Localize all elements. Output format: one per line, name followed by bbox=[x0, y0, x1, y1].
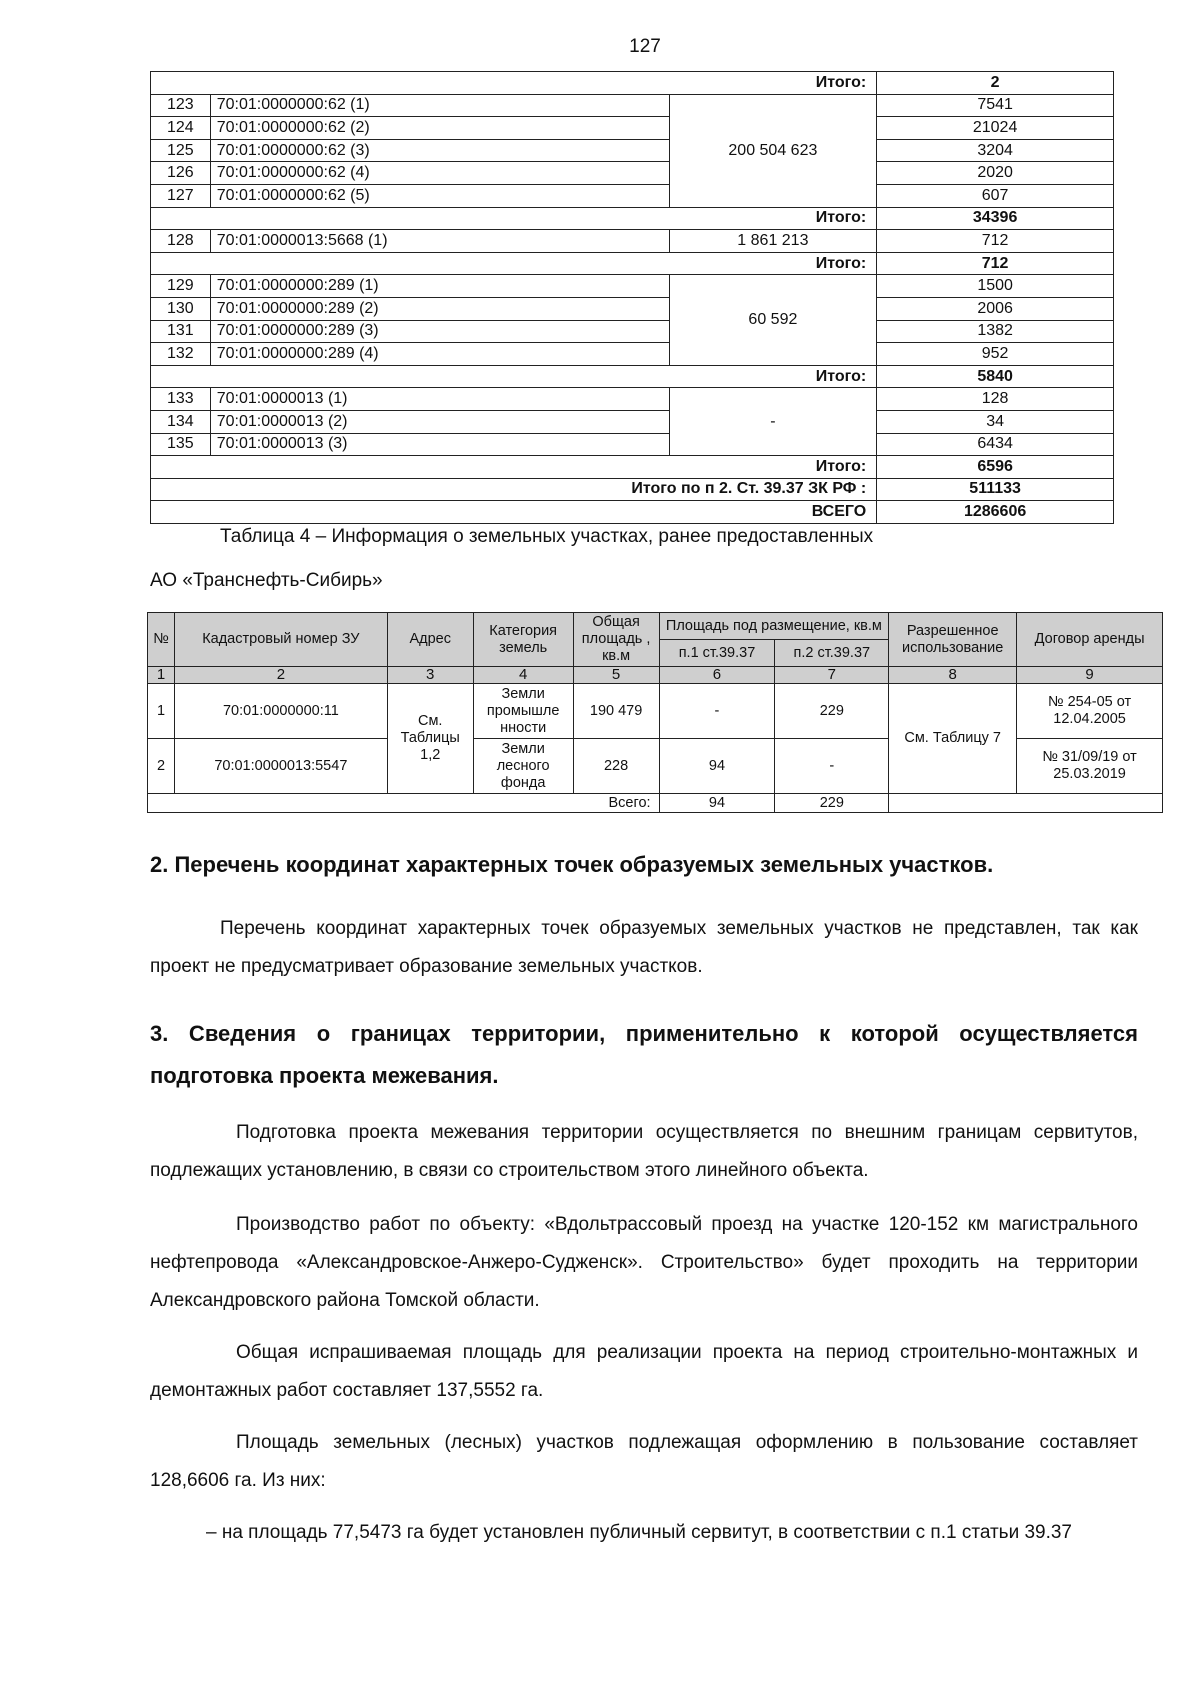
cadastral-number: 70:01:0000000:289 (4) bbox=[210, 343, 669, 366]
table-row bbox=[151, 456, 1114, 479]
total-label: Итого: bbox=[151, 207, 877, 230]
row-number: 129 bbox=[151, 275, 211, 298]
total-p1: 94 bbox=[659, 794, 775, 813]
paragraph-2-text: Производство работ по объекту: «Вдольтрассовый проезд на участке 120-152 км магистрального нефтепровода «Александровское-Анжеро-Судженск». Строительство» будет проходить на территории Александровского района Томской области. bbox=[150, 1214, 1138, 1311]
paragraph-5 bbox=[150, 1514, 1138, 1552]
paragraph-4-text: Площадь земельных (лесных) участков подлежащая оформлению в пользование составляет 128,6606 га. Из них: bbox=[150, 1432, 1138, 1491]
row-number: 131 bbox=[151, 320, 211, 343]
table-row bbox=[151, 433, 1114, 456]
area-value: 7541 bbox=[877, 94, 1114, 117]
table-row bbox=[151, 343, 1114, 366]
area-value: 2020 bbox=[877, 162, 1114, 185]
cadastral-number: 70:01:0000000:289 (1) bbox=[210, 275, 669, 298]
row-number: 2 bbox=[148, 739, 175, 794]
total-value: 34396 bbox=[877, 207, 1114, 230]
row-number: 128 bbox=[151, 230, 211, 253]
area-p1: 94 bbox=[659, 739, 775, 794]
total-value: 6596 bbox=[877, 456, 1114, 479]
cadastral-number: 70:01:0000000:62 (4) bbox=[210, 162, 669, 185]
table-row bbox=[151, 501, 1114, 524]
area-value: 6434 bbox=[877, 433, 1114, 456]
land-info-table bbox=[147, 612, 1163, 813]
area-value: 3204 bbox=[877, 139, 1114, 162]
cadastral-number: 70:01:0000000:62 (1) bbox=[210, 94, 669, 117]
table-row bbox=[151, 365, 1114, 388]
total-area: 228 bbox=[573, 739, 659, 794]
table-row bbox=[151, 94, 1114, 117]
table-row bbox=[151, 320, 1114, 343]
table-row bbox=[151, 207, 1114, 230]
section-3-heading: 3. Сведения о границах территории, применительно к которой осуществляется подготовка проекта межевания. bbox=[150, 1021, 1138, 1088]
row-number: 133 bbox=[151, 388, 211, 411]
area-value: 21024 bbox=[877, 117, 1114, 140]
group-area: - bbox=[669, 388, 877, 456]
paragraph-4 bbox=[150, 1424, 1138, 1500]
land-category: Земли лесного фонда bbox=[473, 739, 573, 794]
parcels-table bbox=[150, 71, 1114, 524]
table-row bbox=[151, 297, 1114, 320]
table-row bbox=[148, 684, 1163, 739]
cadastral-number: 70:01:0000000:62 (2) bbox=[210, 117, 669, 140]
permitted-use-merged: См. Таблицу 7 bbox=[889, 684, 1017, 794]
cadastral-number: 70:01:0000013:5547 bbox=[174, 739, 387, 794]
column-index: 1 bbox=[148, 667, 175, 684]
column-index: 9 bbox=[1017, 667, 1163, 684]
column-index: 5 bbox=[573, 667, 659, 684]
total-label: Итого по п 2. Ст. 39.37 ЗК РФ : bbox=[151, 478, 877, 501]
table-row bbox=[151, 162, 1114, 185]
header-p1: п.1 ст.39.37 bbox=[659, 640, 775, 667]
section-2-text: Перечень координат характерных точек образуемых земельных участков не представлен, так как проект не предусматривает образование земельных участков. bbox=[150, 918, 1138, 977]
area-value: 34 bbox=[877, 410, 1114, 433]
header-total-area: Общая площадь , кв.м bbox=[573, 613, 659, 667]
total-value: 5840 bbox=[877, 365, 1114, 388]
total-label: Итого: bbox=[151, 252, 877, 275]
section-2-heading: 2. Перечень координат характерных точек образуемых земельных участков. bbox=[150, 852, 994, 877]
paragraph-2 bbox=[150, 1206, 1138, 1320]
row-number: 130 bbox=[151, 297, 211, 320]
column-index: 6 bbox=[659, 667, 775, 684]
header-lease: Договор аренды bbox=[1017, 613, 1163, 667]
grand-total-label: ВСЕГО bbox=[151, 501, 877, 524]
table-row bbox=[151, 72, 1114, 95]
row-number: 134 bbox=[151, 410, 211, 433]
row-number: 123 bbox=[151, 94, 211, 117]
header-address: Адрес bbox=[387, 613, 473, 667]
group-area: 60 592 bbox=[669, 275, 877, 365]
lease-contract: № 254-05 от 12.04.2005 bbox=[1017, 684, 1163, 739]
table-row bbox=[151, 388, 1114, 411]
header-cadastral: Кадастровый номер ЗУ bbox=[174, 613, 387, 667]
area-p2: 229 bbox=[775, 684, 889, 739]
total-value: 511133 bbox=[877, 478, 1114, 501]
area-value: 128 bbox=[877, 388, 1114, 411]
lease-contract: № 31/09/19 от 25.03.2019 bbox=[1017, 739, 1163, 794]
row-number: 135 bbox=[151, 433, 211, 456]
header-row bbox=[148, 613, 1163, 640]
table-row bbox=[151, 252, 1114, 275]
grand-total-value: 1286606 bbox=[877, 501, 1114, 524]
row-number: 132 bbox=[151, 343, 211, 366]
area-value: 2006 bbox=[877, 297, 1114, 320]
column-index: 3 bbox=[387, 667, 473, 684]
area-value: 607 bbox=[877, 184, 1114, 207]
total-label: Итого: bbox=[151, 72, 877, 95]
cadastral-number: 70:01:0000000:62 (3) bbox=[210, 139, 669, 162]
total-p2: 229 bbox=[775, 794, 889, 813]
table-row bbox=[151, 139, 1114, 162]
cadastral-number: 70:01:0000000:62 (5) bbox=[210, 184, 669, 207]
cadastral-number: 70:01:0000000:289 (2) bbox=[210, 297, 669, 320]
land-category: Земли промышле нности bbox=[473, 684, 573, 739]
address-merged: См. Таблицы 1,2 bbox=[387, 684, 473, 794]
column-index: 8 bbox=[889, 667, 1017, 684]
area-p1: - bbox=[659, 684, 775, 739]
paragraph-1-text: Подготовка проекта межевания территории осуществляется по внешним границам сервитутов, подлежащих установлению, в связи со строительством этого линейного объекта. bbox=[150, 1122, 1138, 1181]
total-row bbox=[148, 794, 1163, 813]
table-row bbox=[151, 478, 1114, 501]
total-value: 712 bbox=[877, 252, 1114, 275]
paragraph-5-text: – на площадь 77,5473 га будет установлен публичный сервитут, в соответствии с п.1 статьи 39.37 bbox=[206, 1522, 1073, 1543]
total-label: Итого: bbox=[151, 456, 877, 479]
total-label: Всего: bbox=[148, 794, 660, 813]
row-number: 127 bbox=[151, 184, 211, 207]
table-row bbox=[151, 275, 1114, 298]
header-p2: п.2 ст.39.37 bbox=[775, 640, 889, 667]
header-category: Категория земель bbox=[473, 613, 573, 667]
column-index-row bbox=[148, 667, 1163, 684]
area-value: 712 bbox=[877, 230, 1114, 253]
table-caption-continued: АО «Транснефть-Сибирь» bbox=[150, 570, 383, 591]
area-value: 952 bbox=[877, 343, 1114, 366]
table-row bbox=[151, 117, 1114, 140]
paragraph-3 bbox=[150, 1334, 1138, 1410]
cadastral-number: 70:01:0000013:5668 (1) bbox=[210, 230, 669, 253]
cadastral-number: 70:01:0000013 (3) bbox=[210, 433, 669, 456]
row-number: 126 bbox=[151, 162, 211, 185]
header-num: № bbox=[148, 613, 175, 667]
row-number: 1 bbox=[148, 684, 175, 739]
page-number: 127 bbox=[629, 36, 661, 57]
group-area: 200 504 623 bbox=[669, 94, 877, 207]
total-area: 190 479 bbox=[573, 684, 659, 739]
header-placement-area: Площадь под размещение, кв.м bbox=[659, 613, 889, 640]
column-index: 2 bbox=[174, 667, 387, 684]
column-index: 7 bbox=[775, 667, 889, 684]
total-label: Итого: bbox=[151, 365, 877, 388]
row-number: 125 bbox=[151, 139, 211, 162]
area-p2: - bbox=[775, 739, 889, 794]
table-row bbox=[151, 184, 1114, 207]
row-number: 124 bbox=[151, 117, 211, 140]
area-value: 1382 bbox=[877, 320, 1114, 343]
cadastral-number: 70:01:0000013 (2) bbox=[210, 410, 669, 433]
total-value: 2 bbox=[877, 72, 1114, 95]
column-index: 4 bbox=[473, 667, 573, 684]
table-row bbox=[151, 410, 1114, 433]
table-row bbox=[151, 230, 1114, 253]
paragraph-3-text: Общая испрашиваемая площадь для реализации проекта на период строительно-монтажных и демонтажных работ составляет 137,5552 га. bbox=[150, 1342, 1138, 1401]
total-empty bbox=[889, 794, 1163, 813]
section-2-paragraph bbox=[150, 910, 1138, 986]
table-caption: Таблица 4 – Информация о земельных участках, ранее предоставленных bbox=[220, 526, 874, 547]
area-value: 1500 bbox=[877, 275, 1114, 298]
paragraph-1 bbox=[150, 1114, 1138, 1190]
cadastral-number: 70:01:0000000:289 (3) bbox=[210, 320, 669, 343]
group-area: 1 861 213 bbox=[669, 230, 877, 253]
header-permitted-use: Разрешенное использование bbox=[889, 613, 1017, 667]
cadastral-number: 70:01:0000000:11 bbox=[174, 684, 387, 739]
cadastral-number: 70:01:0000013 (1) bbox=[210, 388, 669, 411]
